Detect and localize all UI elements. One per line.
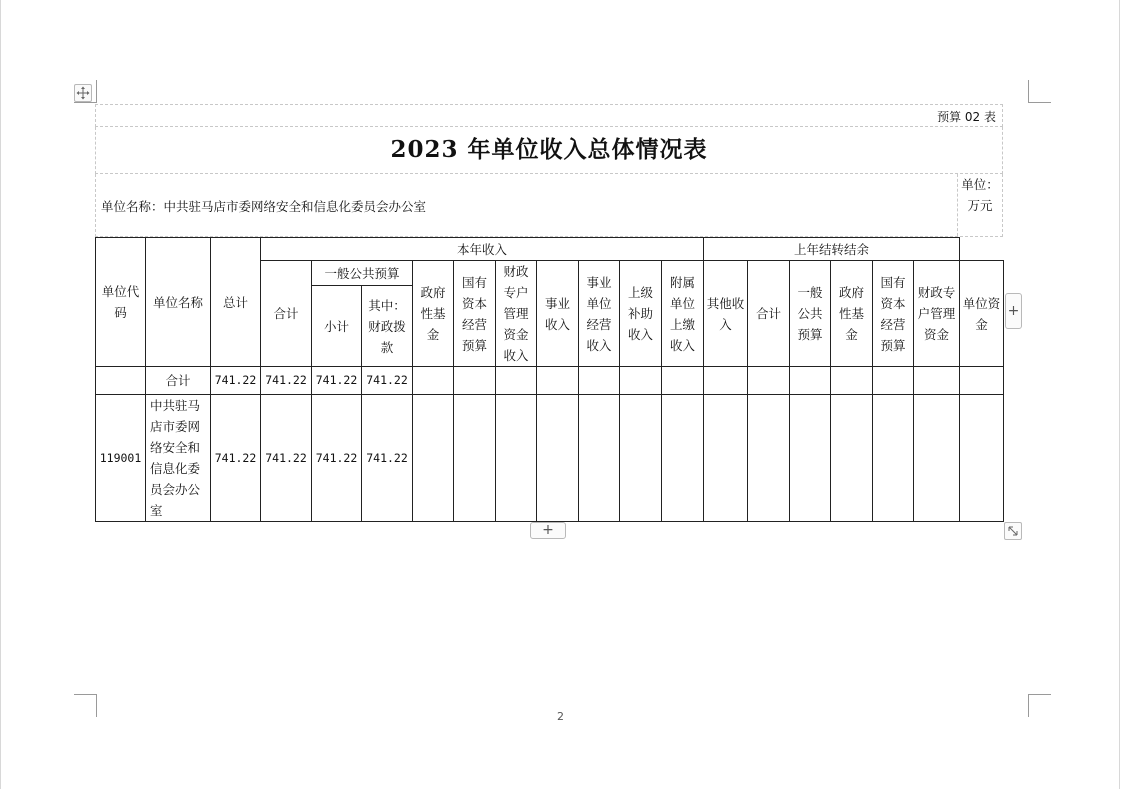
header-subsidy: 上级补助收入 [620, 261, 662, 367]
cell [579, 367, 620, 395]
header-business-unit-income: 事业单位经营收入 [579, 261, 620, 367]
cell [960, 395, 1004, 522]
cell [960, 367, 1004, 395]
header-co-general: 一般公共预算 [790, 261, 831, 367]
move-cross-icon [76, 86, 90, 100]
cell [748, 395, 790, 522]
unit-measure: 单位：万元 [957, 174, 1002, 236]
cell [914, 395, 960, 522]
header-co-unit-fund: 单位资金 [960, 261, 1004, 367]
header-gov-fund: 政府性基金 [413, 261, 454, 367]
unit-name: 单位名称：中共驻马店市委网络安全和信息化委员会办公室 [101, 199, 427, 214]
document-body [95, 104, 1003, 522]
cell [704, 395, 748, 522]
header-carryover: 上年结转结余 [704, 238, 960, 261]
cell: 中共驻马店市委网络安全和信息化委员会办公室 [146, 395, 211, 522]
add-row-button[interactable]: + [530, 522, 566, 539]
income-table [95, 237, 1004, 522]
cell [748, 367, 790, 395]
header-co-state-capital: 国有资本经营预算 [873, 261, 914, 367]
header-state-capital: 国有资本经营预算 [454, 261, 496, 367]
cell [873, 367, 914, 395]
cell [96, 367, 146, 395]
header-general-budget: 一般公共预算 [312, 261, 413, 286]
cell: 741.22 [211, 395, 261, 522]
cell [454, 395, 496, 522]
cell [914, 367, 960, 395]
cell [496, 395, 537, 522]
table-move-handle[interactable] [74, 84, 92, 102]
header-co-fiscal-special: 财政专户管理资金 [914, 261, 960, 367]
cell [413, 395, 454, 522]
cell: 741.22 [261, 395, 312, 522]
table-resize-handle[interactable] [1004, 522, 1022, 540]
cell: 741.22 [261, 367, 312, 395]
cell [873, 395, 914, 522]
cell: 119001 [96, 395, 146, 522]
unit-info-row [95, 174, 1003, 237]
crop-mark-top-right [1028, 80, 1051, 103]
header-cy-total: 合计 [261, 261, 312, 367]
cell [496, 367, 537, 395]
header-subtotal: 小计 [312, 286, 362, 367]
add-column-button[interactable]: + [1005, 293, 1022, 329]
cell [579, 395, 620, 522]
header-current-year-income: 本年收入 [261, 238, 704, 261]
cell: 741.22 [362, 395, 413, 522]
form-label-row [95, 104, 1003, 127]
cell [620, 395, 662, 522]
cell: 741.22 [362, 367, 413, 395]
cell [831, 367, 873, 395]
header-business-income: 事业收入 [537, 261, 579, 367]
cell [662, 395, 704, 522]
resize-diagonal-icon [1007, 525, 1019, 537]
header-co-gov-fund: 政府性基金 [831, 261, 873, 367]
header-affiliated: 附属单位上缴收入 [662, 261, 704, 367]
cell [413, 367, 454, 395]
table-row-total [96, 367, 1004, 395]
page-number: 2 [557, 710, 564, 723]
header-unit-code: 单位代码 [96, 238, 146, 367]
cell: 741.22 [312, 395, 362, 522]
header-other-income: 其他收入 [704, 261, 748, 367]
cell [537, 367, 579, 395]
header-total: 总计 [211, 238, 261, 367]
cell [790, 395, 831, 522]
header-co-total: 合计 [748, 261, 790, 367]
cell: 741.22 [211, 367, 261, 395]
header-fiscal-allocation: 其中：财政拨款 [362, 286, 413, 367]
header-unit-name: 单位名称 [146, 238, 211, 367]
cell [831, 395, 873, 522]
table-row [96, 395, 1004, 522]
cell [704, 367, 748, 395]
cell: 合计 [146, 367, 211, 395]
cell [662, 367, 704, 395]
cell [537, 395, 579, 522]
cell [454, 367, 496, 395]
header-fiscal-special: 财政专户管理资金收入 [496, 261, 537, 367]
form-number: 预算 02 表 [937, 110, 996, 124]
cell [620, 367, 662, 395]
cell [790, 367, 831, 395]
page-title: 2023 年单位收入总体情况表 [95, 127, 1003, 174]
cell: 741.22 [312, 367, 362, 395]
